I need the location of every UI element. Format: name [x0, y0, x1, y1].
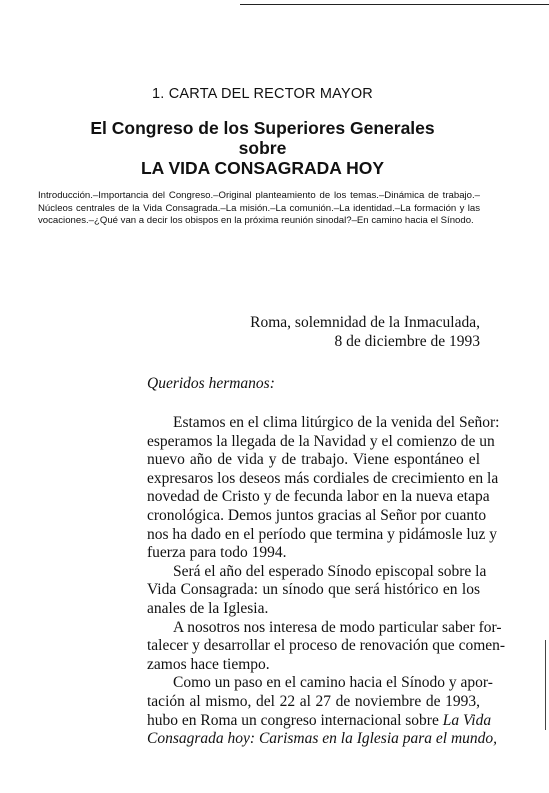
body-line: Estamos en el clima litúrgico de la venida del Señor: — [173, 414, 500, 431]
body-line: fuerza para todo 1994. — [147, 544, 287, 562]
body-line: expresaros los deseos más cordiales de crecimiento en la — [147, 469, 499, 487]
right-edge-line — [545, 640, 546, 730]
top-border-line — [240, 4, 549, 5]
body-line: talecer y desarrollar el proceso de renovación que comen- — [147, 637, 506, 655]
salutation: Queridos hermanos: — [147, 375, 275, 392]
body-line — [147, 711, 492, 731]
body-line-text: hubo en Roma un congreso internacional sobre — [147, 711, 439, 729]
body-line: zamos hace tiempo. — [147, 655, 270, 673]
section-heading: 1. CARTA DEL RECTOR MAYOR — [152, 86, 373, 102]
work-title-italic: La Vida — [442, 711, 492, 729]
title-line-1: El Congreso de los Superiores Generales — [90, 118, 435, 138]
body-line: Será el año del esperado Sínodo episcopal sobre la — [173, 562, 487, 580]
body-line: tación al mismo, del 22 al 27 de noviembre de 1993, — [147, 692, 480, 710]
body-line: cronológica. Demos juntos gracias al Señor por cuanto — [147, 506, 487, 524]
dateline-date: 8 de diciembre de 1993 — [334, 332, 480, 350]
body-line: esperamos la llegada de la Navidad y el comienzo de un — [147, 432, 495, 450]
body-line: Como un paso en el camino hacia el Sínodo y apor- — [173, 674, 493, 692]
body-line: novedad de Cristo y de fecunda labor en la nueva etapa — [147, 488, 490, 506]
body-line: Consagrada hoy: Carismas en la Iglesia para el mundo, — [147, 730, 498, 748]
article-summary: Introducción.–Importancia del Congreso.–Original planteamiento de los temas.–Dinámica de trabajo.–Núcleos centrales de la Vida Consagrada.–La misión.–La comunión.–La identidad.–La formación y las vocaciones.–¿Qué van a decir los obispos en la próxima reunión sinodal?–En camino hacia el Sínodo. — [38, 190, 480, 227]
title-line-3: LA VIDA CONSAGRADA HOY — [140, 158, 385, 178]
title-line-2: sobre — [238, 138, 287, 158]
dateline — [250, 314, 480, 351]
body-line: A nosotros nos interesa de modo particular saber for- — [173, 618, 502, 636]
body-line: Vida Consagrada: un sínodo que será histórico en los — [147, 581, 480, 599]
letter-body — [147, 414, 506, 749]
body-line: nuevo año de vida y de trabajo. Viene espontáneo el — [147, 451, 480, 469]
body-line: anales de la Iglesia. — [147, 599, 269, 617]
body-line: nos ha dado en el período que termina y pidámosle luz y — [147, 525, 497, 543]
dateline-place: Roma, solemnidad de la Inmaculada, — [250, 314, 480, 331]
article-title — [0, 118, 537, 178]
